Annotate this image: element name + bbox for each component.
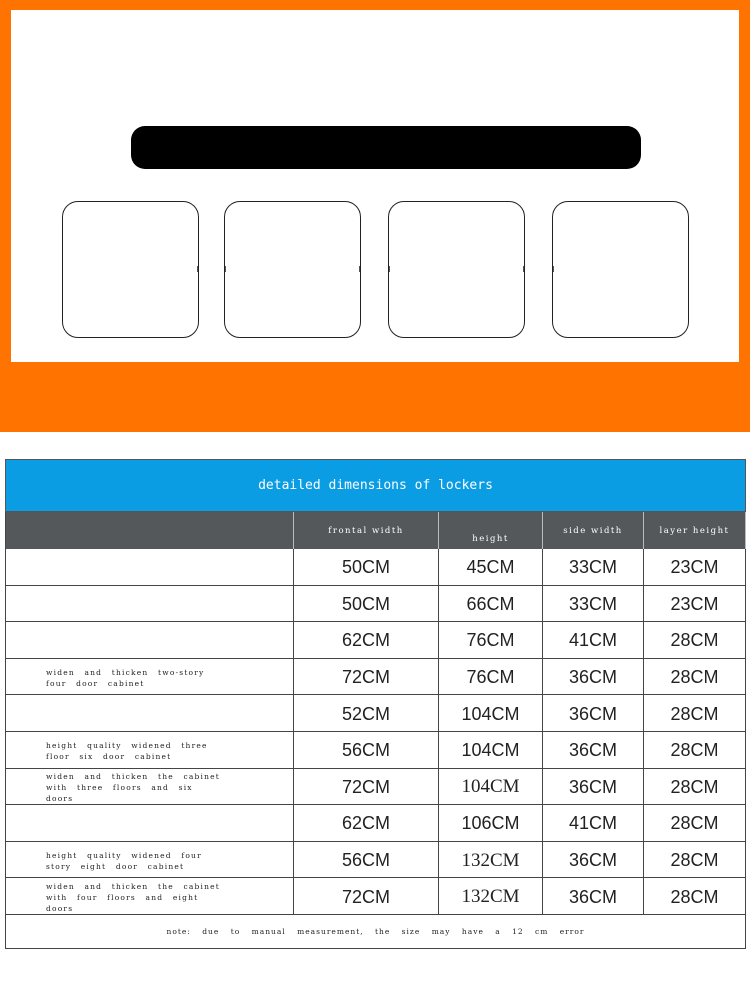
side-width-value: 36CM (543, 659, 644, 695)
frontal-width-value: 56CM (294, 842, 439, 878)
frontal-width-value: 72CM (294, 769, 439, 805)
header-side-width: side width (543, 512, 644, 549)
frontal-width-value: 72CM (294, 878, 439, 914)
frontal-width-value: 52CM (294, 695, 439, 731)
header-layer-height: layer height (644, 512, 746, 549)
feature-card (62, 201, 199, 338)
layer-height-value: 28CM (644, 695, 746, 731)
side-width-value: 41CM (543, 805, 644, 841)
layer-height-value: 23CM (644, 586, 746, 622)
table-row (5, 732, 746, 769)
height-value: 106CM (439, 805, 543, 841)
banner-panel (11, 10, 739, 362)
layer-height-value: 28CM (644, 659, 746, 695)
side-width-value: 41CM (543, 622, 644, 658)
dimensions-table (5, 459, 746, 949)
table-body (5, 549, 746, 915)
table-row (5, 842, 746, 879)
height-value: 76CM (439, 622, 543, 658)
header-height: height (439, 512, 543, 549)
layer-height-value: 28CM (644, 805, 746, 841)
side-width-value: 33CM (543, 586, 644, 622)
feature-card (388, 201, 525, 338)
table-row (5, 878, 746, 915)
table-row (5, 659, 746, 696)
table-row (5, 586, 746, 623)
cabinet-name: height quality widened three floor six door cabinet (46, 740, 208, 761)
measurement-note: note: due to manual measurement, the size may have a 12 cm error (5, 915, 746, 949)
height-value: 45CM (439, 549, 543, 585)
frontal-width-value: 50CM (294, 549, 439, 585)
layer-height-value: 28CM (644, 732, 746, 768)
feature-card (552, 201, 689, 338)
side-width-value: 33CM (543, 549, 644, 585)
height-value: 76CM (439, 659, 543, 695)
table-title: detailed dimensions of lockers (5, 459, 746, 512)
frontal-width-value: 72CM (294, 659, 439, 695)
frontal-width-value: 62CM (294, 622, 439, 658)
table-row (5, 769, 746, 806)
frontal-width-value: 56CM (294, 732, 439, 768)
layer-height-value: 28CM (644, 842, 746, 878)
height-value: 104CM (439, 695, 543, 731)
table-row (5, 549, 746, 586)
frontal-width-value: 50CM (294, 586, 439, 622)
table-row (5, 695, 746, 732)
feature-card (224, 201, 361, 338)
side-width-value: 36CM (543, 695, 644, 731)
cabinet-name: widen and thicken two-story four door cabinet (46, 667, 205, 688)
height-value: 132CM (439, 878, 543, 914)
table-header-row (5, 512, 746, 549)
height-value: 132CM (439, 842, 543, 878)
height-value: 66CM (439, 586, 543, 622)
table-row (5, 805, 746, 842)
header-name (6, 512, 294, 549)
cabinet-name: height quality widened four story eight door cabinet (46, 850, 202, 871)
height-value: 104CM (439, 732, 543, 768)
top-banner (0, 0, 750, 432)
height-value: 104CM (439, 769, 543, 805)
layer-height-value: 28CM (644, 878, 746, 914)
layer-height-value: 28CM (644, 622, 746, 658)
frontal-width-value: 62CM (294, 805, 439, 841)
layer-height-value: 28CM (644, 769, 746, 805)
side-width-value: 36CM (543, 732, 644, 768)
layer-height-value: 23CM (644, 549, 746, 585)
side-width-value: 36CM (543, 842, 644, 878)
cabinet-name: widen and thicken the cabinet with three floors and six doors (46, 771, 221, 803)
side-width-value: 36CM (543, 769, 644, 805)
header-frontal-width: frontal width (294, 512, 439, 549)
table-row (5, 622, 746, 659)
cabinet-name: widen and thicken the cabinet with four floors and eight doors (46, 881, 221, 913)
side-width-value: 36CM (543, 878, 644, 914)
title-bar (131, 126, 641, 169)
